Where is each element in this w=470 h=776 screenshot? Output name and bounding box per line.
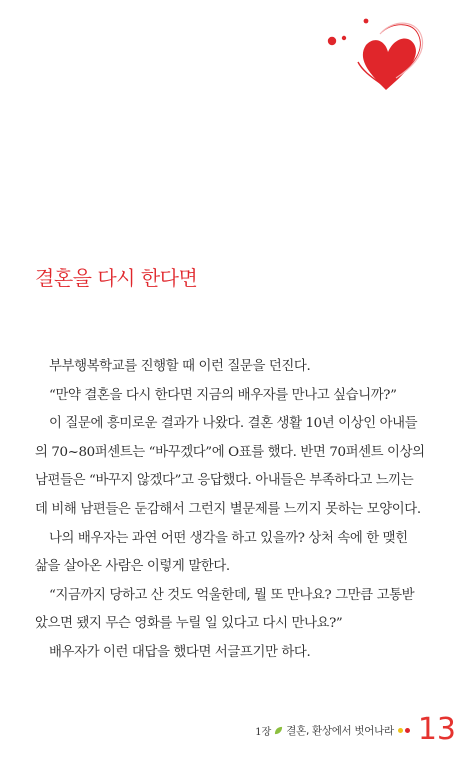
body-line: 남편들은 “바꾸지 않겠다”고 응답했다. 아내들은 부족하다고 느끼는 — [35, 473, 414, 489]
body-line: 나의 배우자는 과연 어떤 생각을 하고 있을까? 상처 속에 한 맺힌 — [49, 530, 408, 546]
body-text — [35, 353, 439, 668]
footer-dot-gold — [398, 728, 403, 733]
footer-chapter: 1장 — [255, 726, 272, 738]
body-line: “지금까지 당하고 산 것도 억울한데, 뭘 또 만나요? 그만큼 고통받 — [49, 587, 415, 603]
running-footer — [255, 712, 456, 748]
footer-chapter-title: 결혼, 환상에서 벗어나라 — [286, 724, 394, 737]
body-line: 데 비해 남편들은 둔감해서 그런지 별문제를 느끼지 못하는 모양이다. — [35, 501, 421, 517]
body-line: 삶을 살아온 사람은 이렇게 말한다. — [35, 559, 230, 575]
footer-dots — [398, 728, 412, 733]
body-line: 배우자가 이런 대답을 했다면 서글프기만 하다. — [49, 644, 311, 660]
red-heart-decoration — [322, 14, 442, 94]
body-line: 부부행복학교를 진행할 때 이런 질문을 던진다. — [49, 359, 311, 374]
footer-dot-red — [405, 728, 410, 733]
chapter-title: 결혼을 다시 한다면 — [35, 266, 198, 290]
body-line: 았으면 됐지 무슨 영화를 누릴 일 있다고 다시 만나요?” — [35, 616, 343, 632]
body-line: 의 70~80퍼센트는 “바꾸겠다”에 O표를 했다. 반면 70퍼센트 이상의 — [35, 444, 425, 460]
page-number: 13 — [417, 712, 456, 747]
body-line: “만약 결혼을 다시 한다면 지금의 배우자를 만나고 싶습니까?” — [49, 387, 397, 403]
leaf-icon — [274, 726, 283, 735]
body-line: 이 질문에 흥미로운 결과가 나왔다. 결혼 생활 10년 이상인 아내들 — [49, 416, 418, 432]
